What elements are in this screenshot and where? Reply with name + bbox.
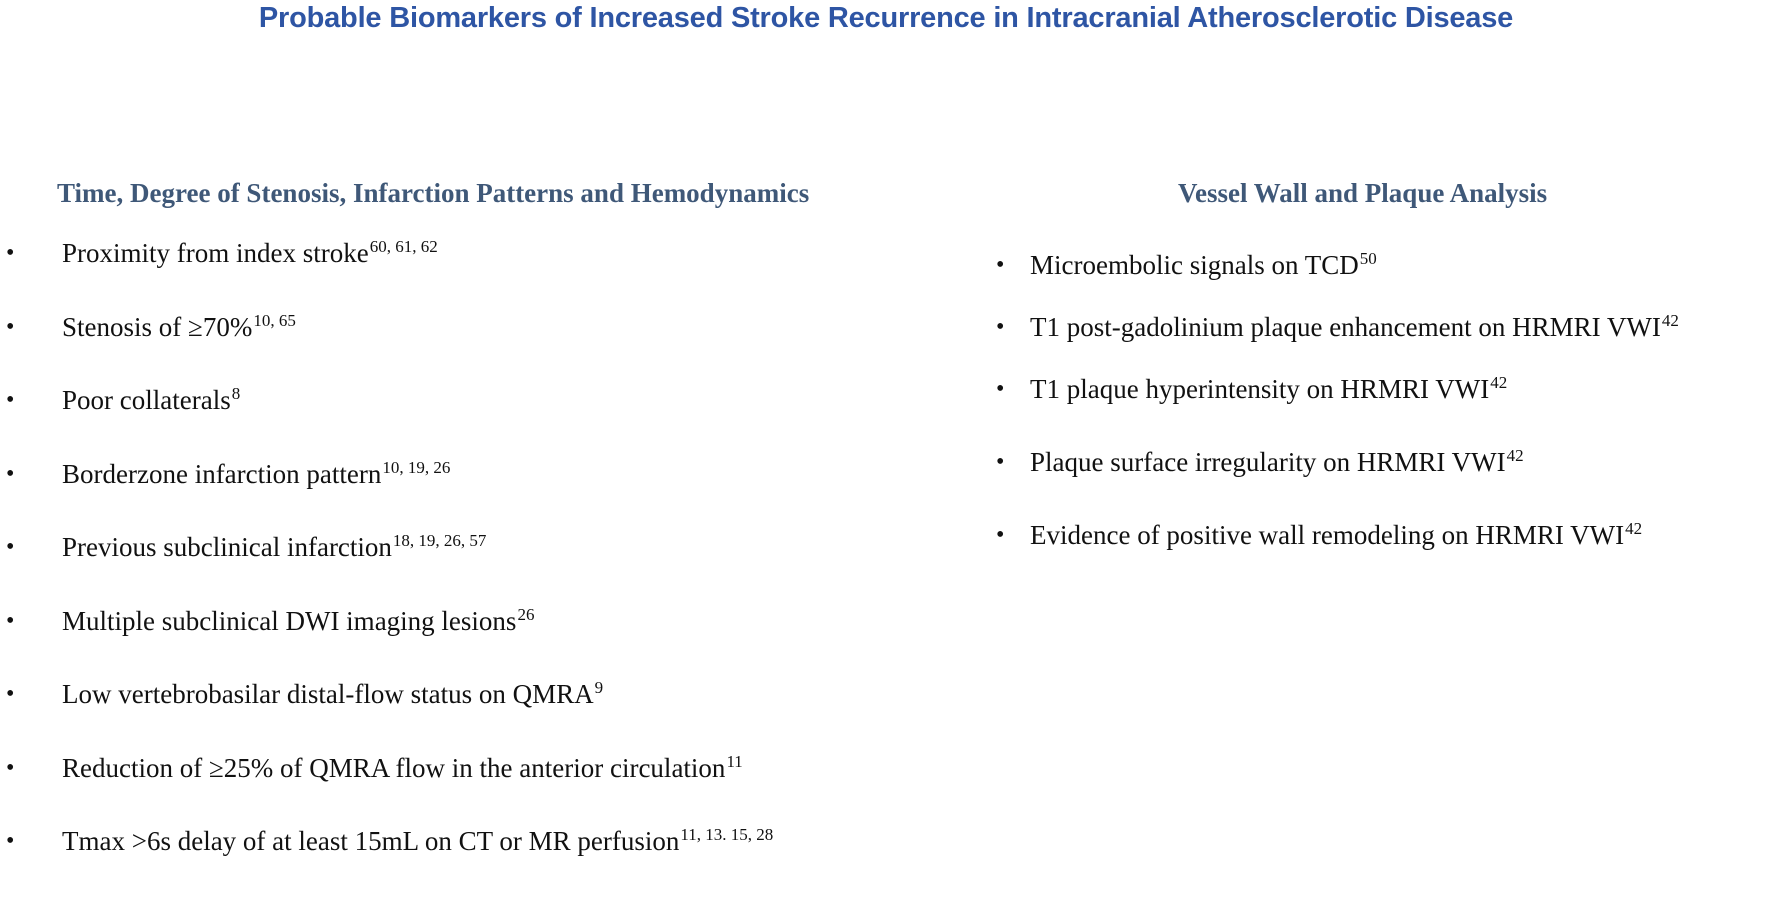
list-item	[0, 385, 773, 459]
bullet-icon: •	[996, 252, 1005, 278]
item-text: Previous subclinical infarction	[62, 532, 392, 562]
reference-superscript: 42	[1506, 446, 1524, 465]
reference-superscript: 8	[231, 384, 241, 403]
bullet-icon: •	[996, 314, 1005, 340]
item-text: T1 plaque hyperintensity on HRMRI VWI	[1030, 374, 1490, 404]
list-item	[0, 753, 773, 827]
bullet-icon: •	[6, 534, 15, 560]
item-text: Multiple subclinical DWI imaging lesions	[62, 605, 517, 636]
item-text: Evidence of positive wall remodeling on HRMRI VWI	[1030, 520, 1625, 550]
bullet-icon: •	[996, 376, 1005, 402]
page-title: Probable Biomarkers of Increased Stroke Recurrence in Intracranial Atherosclerotic Disease	[258, 2, 1514, 34]
bullet-icon: •	[6, 681, 15, 707]
item-text: Stenosis of ≥70%	[62, 311, 253, 342]
list-item	[0, 238, 773, 312]
right-column-heading: Vessel Wall and Plaque Analysis	[1178, 178, 1548, 208]
reference-superscript: 42	[1625, 519, 1643, 538]
list-item	[990, 374, 1679, 447]
list-item	[0, 532, 773, 606]
reference-superscript: 60, 61, 62	[369, 237, 438, 256]
item-text: Tmax >6s delay of at least 15mL on CT or MR perfusion	[62, 826, 680, 856]
left-column-heading: Time, Degree of Stenosis, Infarction Patterns and Hemodynamics	[57, 178, 810, 208]
bullet-icon: •	[6, 240, 15, 266]
bullet-icon: •	[6, 754, 15, 781]
list-item	[990, 250, 1679, 312]
bullet-icon: •	[996, 449, 1005, 475]
item-text: Poor collaterals	[62, 385, 231, 415]
reference-superscript: 9	[594, 678, 604, 697]
list-item	[990, 520, 1679, 582]
reference-superscript: 10, 19, 26	[382, 457, 451, 477]
list-item	[990, 312, 1679, 374]
reference-superscript: 18, 19, 26, 57	[392, 531, 487, 550]
item-text: Proximity from index stroke	[62, 238, 369, 268]
bullet-icon: •	[6, 387, 15, 413]
reference-superscript: 50	[1359, 249, 1377, 268]
list-item	[0, 312, 773, 386]
reference-superscript: 11	[726, 751, 743, 771]
reference-superscript: 10, 65	[253, 310, 296, 330]
reference-superscript: 11, 13. 15, 28	[680, 825, 774, 844]
list-item	[990, 447, 1679, 520]
list-item	[0, 459, 773, 533]
bullet-icon: •	[6, 313, 15, 340]
left-bullet-list	[0, 238, 773, 900]
item-text: Microembolic signals on TCD	[1030, 250, 1359, 280]
list-item	[0, 606, 773, 680]
bullet-icon: •	[6, 828, 15, 854]
item-text: Low vertebrobasilar distal-flow status on QMRA	[62, 679, 594, 709]
list-item	[0, 679, 773, 753]
item-text: Plaque surface irregularity on HRMRI VWI	[1030, 447, 1506, 477]
item-text: Borderzone infarction pattern	[62, 458, 382, 489]
reference-superscript: 26	[517, 604, 535, 624]
item-text: Reduction of ≥25% of QMRA flow in the anterior circulation	[62, 752, 726, 783]
right-bullet-list	[990, 250, 1679, 582]
reference-superscript: 42	[1661, 311, 1679, 330]
bullet-icon: •	[6, 460, 15, 487]
reference-superscript: 42	[1490, 373, 1508, 392]
bullet-icon: •	[996, 522, 1005, 548]
item-text: T1 post-gadolinium plaque enhancement on HRMRI VWI	[1030, 312, 1661, 342]
bullet-icon: •	[6, 607, 15, 634]
list-item	[0, 826, 773, 900]
